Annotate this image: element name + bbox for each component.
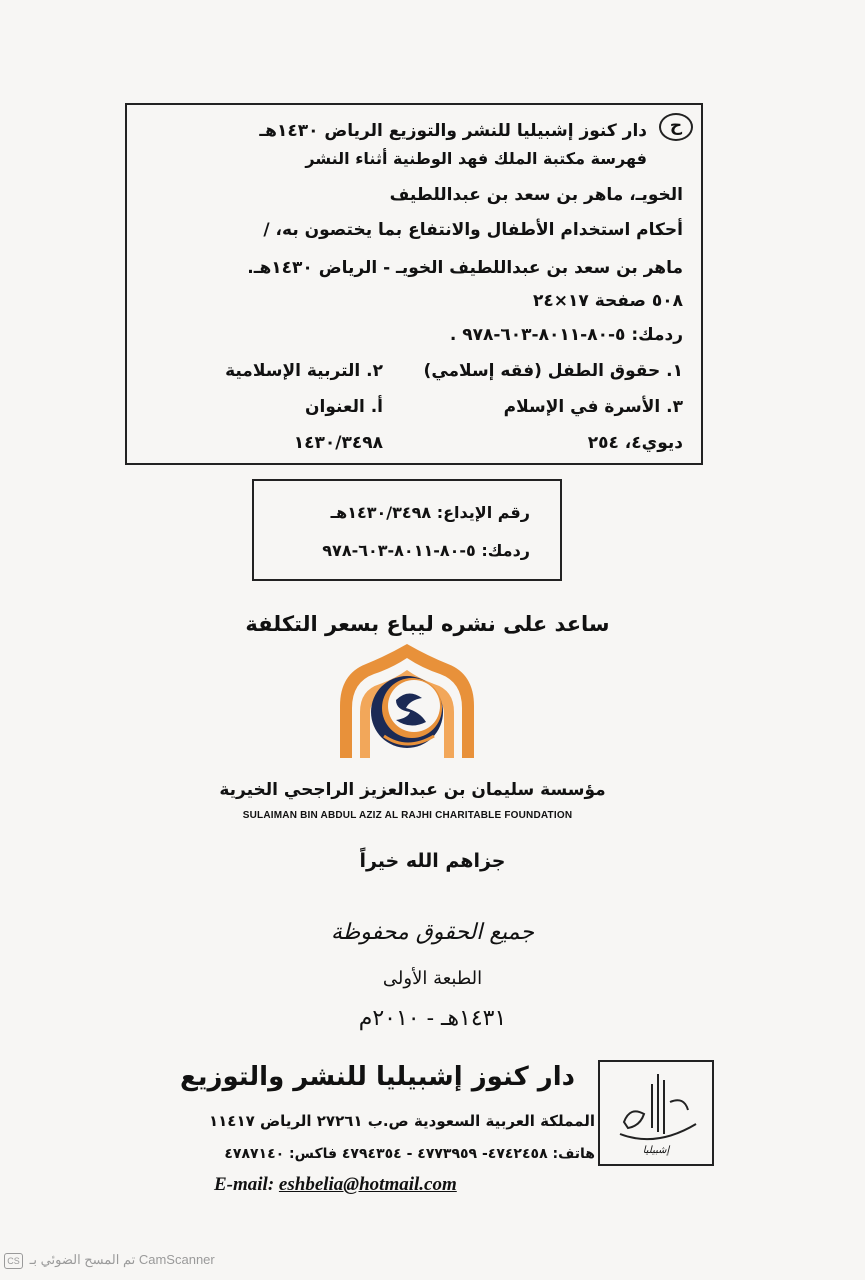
cip-subject-4: أ. العنوان — [305, 397, 383, 417]
deposit-box — [252, 479, 562, 581]
email-link[interactable]: eshbelia@hotmail.com — [278, 1174, 457, 1195]
cip-subject-1: ١. حقوق الطفل (فقه إسلامي) — [423, 361, 683, 381]
rights-reserved: جميع الحقوق محفوظة — [330, 920, 535, 945]
cip-publisher-line: دار كنوز إشبيليا للنشر والتوزيع الرياض ١٤٣٠هـ — [259, 121, 647, 141]
cip-mark: ح — [659, 113, 693, 141]
camscanner-text: تم المسح الضوئي بـ CamScanner — [29, 1252, 215, 1267]
edition-label: الطبعة الأولى — [382, 968, 483, 989]
cip-dewey: ديوي٤، ٢٥٤ — [587, 433, 683, 453]
cip-subject-2: ٢. التربية الإسلامية — [225, 361, 383, 381]
publisher-email-row — [214, 1174, 457, 1196]
cip-catalog-line: فهرسة مكتبة الملك فهد الوطنية أثناء النشر — [305, 149, 647, 168]
publisher-name: دار كنوز إشبيليا للنشر والتوزيع — [180, 1062, 575, 1092]
deposit-isbn: ردمك: ٥-٨٠-٨٠١١-٦٠٣-٩٧٨ — [322, 541, 530, 560]
cip-deposit-code: ١٤٣٠/٣٤٩٨ — [293, 433, 383, 453]
foundation-logo-icon — [336, 640, 478, 764]
cip-title-line: أحكام استخدام الأطفال والانتفاع بما يختصون به، / — [263, 220, 683, 240]
cip-author-line: الخويـ، ماهر بن سعد بن عبداللطيف — [389, 185, 683, 205]
edition-year: ١٤٣١هـ - ٢٠١٠م — [358, 1006, 507, 1031]
foundation-name-ar: مؤسسة سليمان بن عبدالعزيز الراجحي الخيرية — [219, 780, 606, 800]
camscanner-watermark — [4, 1252, 215, 1269]
deposit-number: رقم الإيداع: ١٤٣٠/٣٤٩٨هـ — [330, 503, 530, 522]
cip-subject-3: ٣. الأسرة في الإسلام — [503, 397, 683, 417]
cip-subjects-row-2 — [145, 397, 683, 421]
sponsor-note: ساعد على نشره ليباع بسعر التكلفة — [245, 612, 610, 636]
camscanner-badge-icon: CS — [4, 1253, 23, 1269]
cip-extent-line: ٥٠٨ صفحة ١٧×٢٤ — [533, 291, 683, 311]
cip-record-box — [125, 103, 703, 465]
publisher-logo-box — [598, 1060, 714, 1166]
cip-classification-row — [145, 433, 683, 457]
publisher-phone: هاتف: ٤٧٤٢٤٥٨- ٤٧٧٣٩٥٩ - ٤٧٩٤٣٥٤ فاكس: ٤٧٨٧١٤٠ — [224, 1146, 595, 1162]
foundation-logo — [336, 640, 478, 764]
cip-responsibility-line: ماهر بن سعد بن عبداللطيف الخويـ - الرياض ١٤٣٠هـ. — [247, 258, 683, 278]
foundation-name-en: SULAIMAN BIN ABDUL AZIZ AL RAJHI CHARITABLE FOUNDATION — [242, 810, 573, 821]
cip-subjects-row-1 — [145, 361, 683, 385]
cip-isbn-line: ردمك: ٥-٨٠-٨٠١١-٦٠٣-٩٧٨ . — [449, 325, 683, 345]
thanks-text: جزاهم الله خيراً — [359, 850, 506, 872]
publisher-address: المملكة العربية السعودية ص.ب ٢٧٢٦١ الرياض ١١٤١٧ — [209, 1112, 595, 1130]
publisher-logo-text: إشبيليا — [642, 1145, 670, 1156]
email-label: E-mail: — [214, 1174, 275, 1195]
